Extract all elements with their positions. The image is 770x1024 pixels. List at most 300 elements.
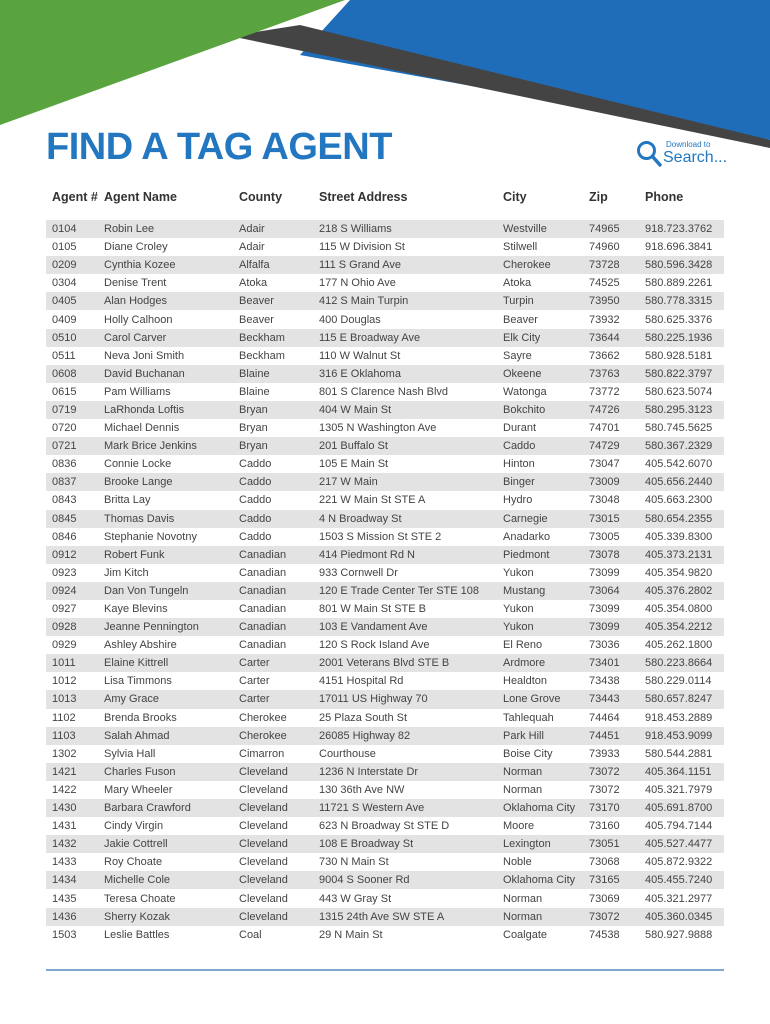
cell-agent-name: Kaye Blevins (104, 603, 168, 616)
cell-phone: 405.663.2300 (645, 494, 713, 507)
cell-agent-name: David Buchanan (98, 365, 233, 383)
cell-agent-name: Britta Lay (104, 494, 151, 507)
cell-agent-number: 1302 (52, 747, 77, 760)
cell-phone: 918.723.3762 (639, 220, 724, 238)
table-row (46, 238, 724, 256)
cell-phone: 405.455.7240 (639, 871, 724, 889)
cell-phone: 580.928.5181 (645, 349, 713, 362)
cell-zip: 74729 (583, 437, 639, 455)
table-row (46, 401, 724, 419)
banner-blue-shape (300, 0, 770, 140)
cell-phone: 580.225.1936 (639, 329, 724, 347)
cell-zip: 73068 (589, 856, 620, 869)
cell-county: Cimarron (239, 747, 285, 760)
cell-agent-number: 1422 (52, 783, 77, 796)
cell-street-address: Courthouse (319, 747, 376, 760)
cell-phone: 405.373.2131 (639, 546, 724, 564)
table-row (46, 528, 724, 546)
cell-agent-name: Michael Dennis (104, 422, 180, 435)
cell-street-address: 933 Cornwell Dr (319, 566, 398, 579)
search-label: Search... (663, 149, 728, 166)
cell-phone: 918.696.3841 (645, 241, 713, 254)
cell-phone: 580.367.2329 (639, 437, 724, 455)
cell-zip: 74538 (589, 928, 620, 941)
cell-county: Caddo (233, 473, 313, 491)
cell-zip: 73069 (589, 892, 620, 905)
cell-phone: 405.354.0800 (645, 603, 713, 616)
cell-street-address: 4151 Hospital Rd (319, 675, 404, 688)
cell-street-address: 217 W Main (313, 473, 497, 491)
cell-county: Blaine (233, 365, 313, 383)
cell-zip: 73072 (583, 763, 639, 781)
table-row (46, 871, 724, 889)
cell-city: Norman (503, 783, 543, 796)
table-row (46, 853, 724, 871)
cell-city: Watonga (503, 385, 547, 398)
cell-zip: 74701 (589, 422, 620, 435)
header-city: City (503, 190, 527, 204)
cell-county: Cleveland (233, 835, 313, 853)
table-row (46, 799, 724, 817)
cell-zip: 73644 (583, 329, 639, 347)
table-row (46, 473, 724, 491)
cell-agent-name: Connie Locke (104, 458, 172, 471)
cell-county: Cleveland (233, 763, 313, 781)
cell-phone: 405.339.8300 (645, 530, 713, 543)
table-row (46, 564, 724, 582)
cell-agent-number: 0929 (52, 639, 77, 652)
cell-street-address: 414 Piedmont Rd N (313, 546, 497, 564)
cell-zip: 73443 (583, 690, 639, 708)
cell-agent-number: 0104 (46, 220, 98, 238)
cell-zip: 73064 (583, 582, 639, 600)
table-row (46, 310, 724, 328)
cell-agent-number: 0209 (46, 256, 98, 274)
cell-zip: 73072 (589, 783, 620, 796)
cell-agent-name: Sylvia Hall (104, 747, 156, 760)
cell-city: Piedmont (497, 546, 583, 564)
cell-agent-name: Holly Calhoon (104, 313, 173, 326)
cell-county: Caddo (233, 510, 313, 528)
cell-city: Durant (503, 422, 537, 435)
cell-zip: 73933 (589, 747, 620, 760)
table-spacer-cell (46, 212, 724, 220)
cell-street-address: 1315 24th Ave SW STE A (313, 908, 497, 926)
cell-agent-name: Jim Kitch (104, 566, 149, 579)
cell-county: Adair (239, 241, 265, 254)
table-row (46, 781, 724, 799)
cell-agent-number: 0912 (46, 546, 98, 564)
cell-county: Adair (233, 220, 313, 238)
cell-agent-number: 0836 (52, 458, 77, 471)
cell-agent-name: Mark Brice Jenkins (98, 437, 233, 455)
cell-street-address: 1503 S Mission St STE 2 (319, 530, 442, 543)
cell-street-address: 801 W Main St STE B (319, 603, 426, 616)
cell-zip: 73438 (589, 675, 620, 688)
table-row (46, 220, 724, 238)
cell-agent-name: Alan Hodges (98, 292, 233, 310)
table-row (46, 817, 724, 835)
cell-agent-name: Neva Joni Smith (104, 349, 185, 362)
cell-street-address: 201 Buffalo St (313, 437, 497, 455)
table-row (46, 365, 724, 383)
cell-zip: 74960 (589, 241, 620, 254)
cell-street-address: 801 S Clarence Nash Blvd (319, 385, 449, 398)
cell-county: Canadian (233, 546, 313, 564)
cell-county: Beaver (239, 313, 274, 326)
cell-county: Canadian (233, 618, 313, 636)
cell-street-address: 2001 Veterans Blvd STE B (313, 654, 497, 672)
table-header-row (46, 182, 724, 212)
cell-phone: 405.360.0345 (639, 908, 724, 926)
cell-phone: 405.376.2802 (639, 582, 724, 600)
table-row (46, 690, 724, 708)
cell-city: Hinton (503, 458, 535, 471)
cell-phone: 405.794.7144 (645, 820, 713, 833)
cell-zip: 73099 (583, 618, 639, 636)
cell-agent-name: Jakie Cottrell (98, 835, 233, 853)
table-row (46, 618, 724, 636)
cell-agent-number: 0843 (52, 494, 77, 507)
cell-agent-number: 0721 (46, 437, 98, 455)
cell-city: Ardmore (497, 654, 583, 672)
cell-street-address: 412 S Main Turpin (313, 292, 497, 310)
cell-phone: 405.364.1151 (639, 763, 724, 781)
cell-agent-number: 0837 (46, 473, 98, 491)
cell-phone: 580.654.2355 (639, 510, 724, 528)
cell-city: Yukon (503, 566, 534, 579)
cell-phone: 405.321.2977 (645, 892, 713, 905)
agent-table (46, 182, 724, 944)
cell-street-address: 111 S Grand Ave (313, 256, 497, 274)
cell-city: Norman (497, 763, 583, 781)
cell-county: Cleveland (239, 820, 288, 833)
cell-street-address: 404 W Main St (313, 401, 497, 419)
cell-zip: 73662 (589, 349, 620, 362)
header-agent-name: Agent Name (104, 190, 177, 204)
cell-zip: 73072 (583, 908, 639, 926)
cell-city: Moore (503, 820, 535, 833)
table-row (46, 383, 724, 401)
cell-city: Okeene (497, 365, 583, 383)
cell-city: Park Hill (497, 727, 583, 745)
cell-phone: 405.527.4477 (639, 835, 724, 853)
cell-zip: 73763 (583, 365, 639, 383)
cell-agent-name: Diane Croley (104, 241, 168, 254)
cell-county: Alfalfa (233, 256, 313, 274)
cell-zip: 74451 (583, 727, 639, 745)
cell-county: Cleveland (239, 783, 288, 796)
cell-zip: 74726 (583, 401, 639, 419)
table-row (46, 455, 724, 473)
cell-street-address: 115 E Broadway Ave (313, 329, 497, 347)
cell-agent-number: 0846 (52, 530, 77, 543)
cell-agent-name: Stephanie Novotny (104, 530, 197, 543)
cell-county: Canadian (239, 566, 287, 579)
cell-city: Norman (497, 908, 583, 926)
table-spacer (46, 212, 724, 220)
cell-agent-name: Barbara Crawford (98, 799, 233, 817)
table-row (46, 491, 724, 509)
cell-agent-number: 0923 (52, 566, 77, 579)
cell-street-address: 25 Plaza South St (319, 711, 408, 724)
cell-street-address: 218 S Williams (313, 220, 497, 238)
table-row (46, 654, 724, 672)
cell-agent-number: 1435 (52, 892, 77, 905)
cell-agent-name: Brenda Brooks (104, 711, 177, 724)
cell-street-address: 108 E Broadway St (313, 835, 497, 853)
cell-phone: 580.295.3123 (639, 401, 724, 419)
cell-city: Coalgate (503, 928, 548, 941)
cell-agent-number: 1436 (46, 908, 98, 926)
cell-agent-number: 1102 (52, 711, 76, 724)
cell-agent-number: 1431 (52, 820, 77, 833)
cell-agent-name: Leslie Battles (104, 928, 170, 941)
cell-agent-name: Jeanne Pennington (98, 618, 233, 636)
cell-agent-name: Cindy Virgin (104, 820, 164, 833)
cell-phone: 580.657.8247 (639, 690, 724, 708)
cell-city: Lexington (497, 835, 583, 853)
cell-agent-name: Robert Funk (98, 546, 233, 564)
cell-agent-number: 1011 (46, 654, 98, 672)
cell-city: Sayre (503, 349, 532, 362)
cell-city: Mustang (497, 582, 583, 600)
cell-county: Beckham (239, 349, 285, 362)
cell-agent-number: 0720 (52, 422, 77, 435)
cell-agent-number: 0510 (46, 329, 98, 347)
cell-city: Atoka (503, 277, 532, 290)
cell-street-address: 400 Douglas (319, 313, 381, 326)
cell-agent-name: Lisa Timmons (104, 675, 172, 688)
header-county: County (239, 190, 283, 204)
table-row (46, 510, 724, 528)
cell-phone: 580.229.0114 (645, 675, 712, 688)
cell-street-address: 17011 US Highway 70 (313, 690, 497, 708)
cell-street-address: 11721 S Western Ave (313, 799, 497, 817)
cell-county: Carter (239, 675, 270, 688)
table-row (46, 292, 724, 310)
cell-county: Blaine (239, 385, 270, 398)
table-row (46, 419, 724, 437)
cell-agent-number: 0511 (52, 349, 76, 362)
cell-zip: 73160 (589, 820, 620, 833)
table-row (46, 329, 724, 347)
cell-street-address: 1236 N Interstate Dr (313, 763, 497, 781)
cell-phone: 580.778.3315 (639, 292, 724, 310)
cell-county: Canadian (239, 639, 287, 652)
cell-agent-number: 0719 (46, 401, 98, 419)
cell-zip: 73401 (583, 654, 639, 672)
cell-street-address: 221 W Main St STE A (319, 494, 426, 507)
cell-county: Beckham (233, 329, 313, 347)
table-row (46, 636, 724, 654)
cell-zip: 73728 (583, 256, 639, 274)
cell-phone: 405.354.9820 (645, 566, 713, 579)
cell-agent-number: 0608 (46, 365, 98, 383)
cell-agent-name: Brooke Lange (98, 473, 233, 491)
cell-agent-number: 1434 (46, 871, 98, 889)
cell-street-address: 115 W Division St (319, 241, 405, 254)
cell-county: Cleveland (239, 856, 288, 869)
cell-zip: 74525 (589, 277, 620, 290)
cell-zip: 73009 (583, 473, 639, 491)
banner-green-shape (0, 0, 345, 125)
cell-phone: 580.625.3376 (645, 313, 713, 326)
cell-agent-name: Amy Grace (98, 690, 233, 708)
search-caption: Download to (666, 140, 711, 149)
cell-agent-name: Ashley Abshire (104, 639, 177, 652)
cell-city: Westville (497, 220, 583, 238)
cell-city: Carnegie (497, 510, 583, 528)
cell-county: Bryan (233, 437, 313, 455)
table-row (46, 672, 724, 690)
table-row (46, 908, 724, 926)
cell-zip: 73772 (589, 385, 620, 398)
cell-agent-number: 0105 (52, 241, 77, 254)
cell-city: Hydro (503, 494, 533, 507)
cell-zip: 73005 (589, 530, 620, 543)
cell-city: Healdton (503, 675, 548, 688)
table-row (46, 437, 724, 455)
cell-agent-number: 0405 (46, 292, 98, 310)
cell-street-address: 177 N Ohio Ave (319, 277, 396, 290)
cell-county: Caddo (239, 458, 272, 471)
cell-agent-number: 1103 (46, 727, 98, 745)
cell-street-address: 316 E Oklahoma (313, 365, 497, 383)
cell-phone: 580.623.5074 (645, 385, 713, 398)
cell-city: Binger (497, 473, 583, 491)
cell-agent-name: Dan Von Tungeln (98, 582, 233, 600)
cell-agent-number: 0615 (52, 385, 77, 398)
cell-street-address: 29 N Main St (319, 928, 383, 941)
cell-zip: 73099 (589, 566, 620, 579)
cell-agent-number: 0924 (46, 582, 98, 600)
cell-agent-name: Carol Carver (98, 329, 233, 347)
page-title: FIND A TAG AGENT (46, 126, 392, 168)
cell-agent-number: 0927 (52, 603, 77, 616)
cell-agent-number: 0928 (46, 618, 98, 636)
cell-phone: 580.822.3797 (639, 365, 724, 383)
cell-city: Turpin (497, 292, 583, 310)
table-row (46, 763, 724, 781)
cell-county: Cherokee (239, 711, 287, 724)
cell-zip: 73048 (589, 494, 620, 507)
cell-street-address: 110 W Walnut St (319, 349, 401, 362)
table-row (46, 727, 724, 745)
cell-county: Bryan (233, 401, 313, 419)
cell-street-address: 1305 N Washington Ave (319, 422, 437, 435)
cell-zip: 73078 (583, 546, 639, 564)
cell-county: Coal (239, 928, 262, 941)
cell-county: Cleveland (233, 908, 313, 926)
cell-city: Cherokee (497, 256, 583, 274)
cell-city: Elk City (497, 329, 583, 347)
table-row (46, 347, 724, 365)
cell-county: Beaver (233, 292, 313, 310)
cell-phone: 405.354.2212 (639, 618, 724, 636)
cell-phone: 580.745.5625 (645, 422, 713, 435)
cell-county: Cleveland (233, 871, 313, 889)
cell-zip: 73047 (589, 458, 620, 471)
cell-agent-number: 0304 (52, 277, 77, 290)
cell-zip: 73015 (583, 510, 639, 528)
cell-agent-number: 1432 (46, 835, 98, 853)
cell-county: Canadian (239, 603, 287, 616)
cell-agent-number: 1013 (46, 690, 98, 708)
table-row (46, 889, 724, 907)
cell-county: Canadian (233, 582, 313, 600)
cell-agent-name: Salah Ahmad (98, 727, 233, 745)
table-row (46, 600, 724, 618)
cell-zip: 74965 (583, 220, 639, 238)
cell-city: El Reno (503, 639, 543, 652)
cell-city: Anadarko (503, 530, 551, 543)
cell-phone: 405.542.6070 (645, 458, 713, 471)
cell-phone: 405.321.7979 (645, 783, 713, 796)
cell-city: Yukon (503, 603, 534, 616)
cell-county: Carter (233, 690, 313, 708)
cell-street-address: 4 N Broadway St (313, 510, 497, 528)
search-icon (636, 140, 662, 168)
cell-county: Bryan (239, 422, 268, 435)
table-row (46, 546, 724, 564)
cell-city: Lone Grove (497, 690, 583, 708)
cell-agent-name: Elaine Kittrell (98, 654, 233, 672)
cell-street-address: 103 E Vandament Ave (313, 618, 497, 636)
cell-agent-number: 1433 (52, 856, 77, 869)
footer-divider (46, 969, 724, 971)
cell-agent-name: Roy Choate (104, 856, 163, 869)
cell-city: Caddo (497, 437, 583, 455)
cell-zip: 74464 (589, 711, 620, 724)
cell-agent-number: 1421 (46, 763, 98, 781)
cell-city: Oklahoma City (497, 799, 583, 817)
cell-agent-name: Teresa Choate (104, 892, 176, 905)
table-row (46, 274, 724, 292)
header-street-address: Street Address (319, 190, 408, 204)
cell-city: Bokchito (497, 401, 583, 419)
search-button[interactable] (636, 138, 746, 172)
cell-zip: 73170 (583, 799, 639, 817)
cell-phone: 918.453.2889 (645, 711, 713, 724)
cell-zip: 73051 (583, 835, 639, 853)
cell-county: Cleveland (239, 892, 288, 905)
cell-agent-name: Denise Trent (104, 277, 167, 290)
cell-street-address: 120 E Trade Center Ter STE 108 (313, 582, 497, 600)
table-row (46, 256, 724, 274)
cell-zip: 73099 (589, 603, 620, 616)
cell-city: Boise City (503, 747, 553, 760)
cell-city: Stilwell (503, 241, 538, 254)
cell-phone: 405.656.2440 (639, 473, 724, 491)
cell-city: Oklahoma City (497, 871, 583, 889)
cell-street-address: 105 E Main St (319, 458, 389, 471)
cell-phone: 580.596.3428 (639, 256, 724, 274)
cell-city: Yukon (497, 618, 583, 636)
cell-agent-name: Sherry Kozak (98, 908, 233, 926)
cell-phone: 580.889.2261 (645, 277, 713, 290)
cell-county: Carter (233, 654, 313, 672)
cell-agent-name: Thomas Davis (98, 510, 233, 528)
cell-street-address: 623 N Broadway St STE D (319, 820, 450, 833)
header-phone: Phone (645, 190, 684, 204)
table-row (46, 926, 724, 944)
cell-phone: 580.927.9888 (645, 928, 713, 941)
cell-agent-number: 1503 (52, 928, 77, 941)
cell-county: Caddo (239, 530, 272, 543)
cell-agent-number: 0409 (52, 313, 77, 326)
cell-agent-name: Mary Wheeler (104, 783, 173, 796)
